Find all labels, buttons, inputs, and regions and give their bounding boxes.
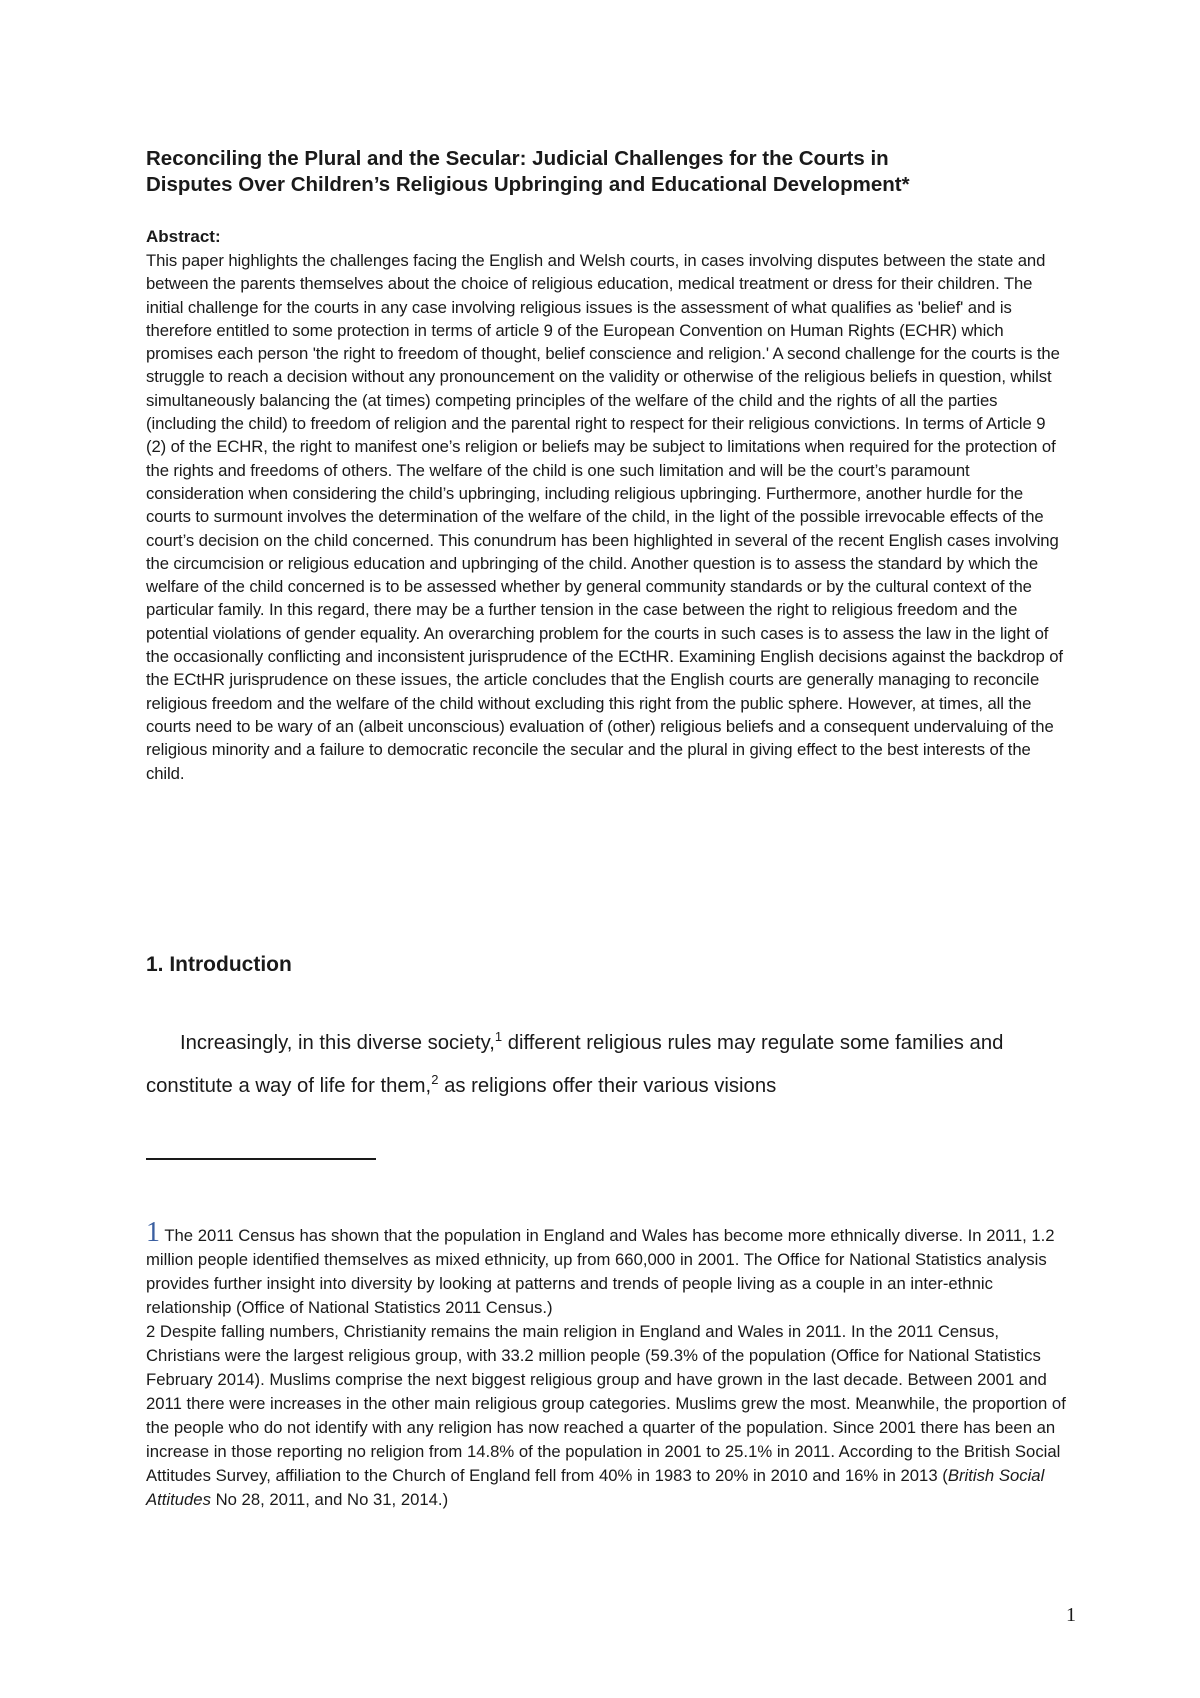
footnote-2 bbox=[146, 1320, 1066, 1512]
footnote-2-text: 2 Despite falling numbers, Christianity remains the main religion in England and Wales in 2011. In the 2011 Census, Christians were the largest religious group, with 33.2 million people (59.3% of the population (Office for National Statistics February 2014). Muslims comprise the next biggest religious group and have grown in the last decade. Between 2001 and 2011 there were increases in the other main religious group categories. Muslims grew the most. Meanwhile, the proportion of the people who do not identify with any religion has now reached a quarter of the population. Since 2001 there has been an increase in those reporting no religion from 14.8% of the population in 2001 to 25.1% in 2011. According to the British Social Attitudes Survey, affiliation to the Church of England fell from 40% in 1983 to 20% in 2010 and 16% in 2013 ( bbox=[146, 1322, 1066, 1485]
abstract-heading: Abstract: bbox=[146, 227, 221, 246]
paper-title-line-2: Disputes Over Children’s Religious Upbringing and Educational Development* bbox=[146, 173, 910, 196]
paper-title bbox=[146, 146, 1066, 198]
section-heading-introduction: 1. Introduction bbox=[146, 953, 292, 976]
footnote-reference-1[interactable]: 1 bbox=[494, 1029, 503, 1044]
footnotes bbox=[146, 1217, 1066, 1512]
introduction-paragraph bbox=[146, 1022, 1066, 1108]
footnote-2-italic-title: British Social Attitudes bbox=[146, 1466, 1045, 1509]
footnote-1-text: The 2011 Census has shown that the population in England and Wales has become more ethnically diverse. In 2011, 1.2 million people identified themselves as mixed ethnicity, up from 660,000 in 2001. The Office for National Statistics analysis provides further insight into diversity by looking at patterns and trends of people living as a couple in an inter-ethnic relationship (Office of National Statistics 2011 Census.) bbox=[146, 1226, 1055, 1317]
intro-text-part-2: different religious rules may regulate some families and constitute a way of life for them, bbox=[146, 1032, 1004, 1097]
footnote-separator bbox=[146, 1158, 376, 1160]
footnote-1 bbox=[146, 1217, 1066, 1320]
abstract-body: This paper highlights the challenges facing the English and Welsh courts, in cases involving disputes between the state and between the parents themselves about the choice of religious education, medical treatment or dress for their children. The initial challenge for the courts in any case involving religious issues is the assessment of what qualifies as 'belief' and is therefore entitled to some protection in terms of article 9 of the European Convention on Human Rights (ECHR) which promises each person 'the right to freedom of thought, belief conscience and religion.' A second challenge for the courts is the struggle to reach a decision without any pronouncement on the validity or otherwise of the religious beliefs in question, whilst simultaneously balancing the (at times) competing principles of the welfare of the child and the rights of all the parties (including the child) to freedom of religion and the parental right to respect for their religious convictions. In terms of Article 9 (2) of the ECHR, the right to manifest one’s religion or beliefs may be subject to limitations when required for the protection of the rights and freedoms of others. The welfare of the child is one such limitation and will be the court’s paramount consideration when considering the child’s upbringing, including religious upbringing. Furthermore, another hurdle for the courts to surmount involves the determination of the welfare of the child, in the light of the possible irrevocable effects of the court’s decision on the child concerned. This conundrum has been highlighted in several of the recent English cases involving the circumcision or religious education and upbringing of the child. Another question is to assess the standard by which the welfare of the child concerned is to be assessed whether by general community standards or by the cultural context of the particular family. In this regard, there may be a further tension in the case between the right to religious freedom and the potential violations of gender equality. An overarching problem for the courts in such cases is to assess the law in the light of the occasionally conflicting and inconsistent jurisprudence of the ECtHR. Examining English decisions against the backdrop of the ECtHR jurisprudence on these issues, the article concludes that the English courts are generally managing to reconcile religious freedom and the welfare of the child without excluding this right from the public sphere. However, at times, all the courts need to be wary of an (albeit unconscious) evaluation of (other) religious beliefs and a consequent undervaluing of the religious minority and a failure to democratic reconcile the secular and the plural in giving effect to the best interests of the child. bbox=[146, 251, 1063, 783]
intro-text-part-1: Increasingly, in this diverse society, bbox=[180, 1032, 495, 1054]
intro-text-part-3: as religions offer their various visions bbox=[438, 1075, 777, 1097]
page-number: 1 bbox=[1066, 1604, 1076, 1626]
paper-title-line-1: Reconciling the Plural and the Secular: Judicial Challenges for the Courts in bbox=[146, 147, 889, 170]
footnote-2-text-end: No 28, 2011, and No 31, 2014.) bbox=[210, 1490, 449, 1509]
footnote-reference-2[interactable]: 2 bbox=[431, 1072, 439, 1087]
footnote-1-number: 1 bbox=[146, 1217, 160, 1248]
